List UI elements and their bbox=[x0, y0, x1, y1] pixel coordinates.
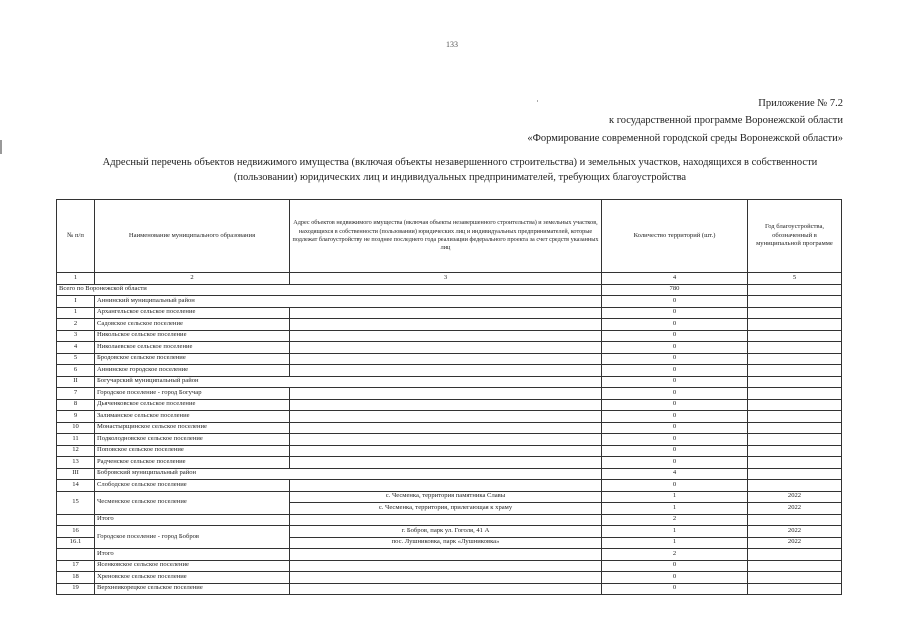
row-count: 0 bbox=[602, 560, 748, 572]
document-title bbox=[40, 155, 880, 185]
row-count: 0 bbox=[602, 365, 748, 377]
empty-cell bbox=[748, 422, 842, 434]
row-number: 8 bbox=[57, 399, 95, 411]
index-cell: 2 bbox=[95, 273, 290, 285]
row-count: 4 bbox=[602, 468, 748, 480]
row-count: 1 bbox=[602, 537, 748, 549]
empty-cell bbox=[748, 411, 842, 423]
empty-cell bbox=[748, 468, 842, 480]
settlement-name: Городское поселение - город Богучар bbox=[95, 388, 290, 400]
row-number: 4 bbox=[57, 342, 95, 354]
row-number: 6 bbox=[57, 365, 95, 377]
settlement-name: Бродовское сельское поселение bbox=[95, 353, 290, 365]
district-row bbox=[57, 376, 842, 388]
table-row bbox=[57, 457, 842, 469]
empty-cell bbox=[290, 353, 602, 365]
empty-cell bbox=[748, 330, 842, 342]
row-year: 2022 bbox=[748, 537, 842, 549]
subtotal-label: Итого bbox=[95, 549, 290, 561]
table-row bbox=[57, 434, 842, 446]
row-year: 2022 bbox=[748, 491, 842, 503]
empty-cell bbox=[748, 319, 842, 331]
empty-cell bbox=[290, 583, 602, 595]
empty-cell bbox=[290, 549, 602, 561]
header-year: Год благоустройства, обозначенный в муниципальной программе bbox=[748, 200, 842, 273]
settlement-name: Аннинское городское поселение bbox=[95, 365, 290, 377]
row-count: 2 bbox=[602, 549, 748, 561]
empty-cell bbox=[290, 319, 602, 331]
header-count: Количество территорий (шт.) bbox=[602, 200, 748, 273]
subtotal-label: Итого bbox=[95, 514, 290, 526]
settlement-name: Радченское сельское поселение bbox=[95, 457, 290, 469]
row-count: 0 bbox=[602, 457, 748, 469]
row-number: II bbox=[57, 376, 95, 388]
table-row bbox=[57, 491, 842, 503]
row-count: 0 bbox=[602, 376, 748, 388]
settlement-name: Монастырщинское сельское поселение bbox=[95, 422, 290, 434]
settlement-name: Верхнеикорецкое сельское поселение bbox=[95, 583, 290, 595]
district-row bbox=[57, 296, 842, 308]
subtotal-row bbox=[57, 549, 842, 561]
row-number: 12 bbox=[57, 445, 95, 457]
empty-cell bbox=[290, 330, 602, 342]
empty-cell bbox=[748, 307, 842, 319]
row-count: 0 bbox=[602, 411, 748, 423]
settlement-name: Никольское сельское поселение bbox=[95, 330, 290, 342]
row-number: 15 bbox=[57, 491, 95, 514]
empty-cell bbox=[748, 583, 842, 595]
object-address: пос. Лушниковка, парк «Лушниковка» bbox=[290, 537, 602, 549]
index-cell: 4 bbox=[602, 273, 748, 285]
empty-cell bbox=[748, 445, 842, 457]
table-row bbox=[57, 526, 842, 538]
row-count: 0 bbox=[602, 480, 748, 492]
settlement-name: Садовское сельское поселение bbox=[95, 319, 290, 331]
table-row bbox=[57, 411, 842, 423]
table-row bbox=[57, 330, 842, 342]
row-number: 10 bbox=[57, 422, 95, 434]
table-row bbox=[57, 388, 842, 400]
table-row bbox=[57, 572, 842, 584]
header-municipality: Наименование муниципального образования bbox=[95, 200, 290, 273]
row-number: III bbox=[57, 468, 95, 480]
title-line-2: (пользовании) юридических лиц и индивидуальных предпринимателей, требующих благоустройства bbox=[233, 172, 687, 183]
district-name: Бобровский муниципальный район bbox=[95, 468, 602, 480]
empty-cell bbox=[748, 399, 842, 411]
row-number: 14 bbox=[57, 480, 95, 492]
row-number: 19 bbox=[57, 583, 95, 595]
empty-cell bbox=[748, 434, 842, 446]
table-row bbox=[57, 307, 842, 319]
appendix-line-2: к государственной программе Воронежской области bbox=[608, 115, 843, 126]
empty-cell bbox=[748, 376, 842, 388]
header-address: Адрес объектов недвижимого имущества (включая объекты незавершенного строительства) и земельных участков, находящихся в собственности (пользовании) юридических лиц и индивидуальных предпринимателей, которые подлежат благоустройству не позднее последнего года реализации федерального проекта за счет средств указанных лиц bbox=[290, 200, 602, 273]
district-row bbox=[57, 468, 842, 480]
appendix-line-3: «Формирование современной городской среды Воронежской области» bbox=[527, 133, 843, 144]
scan-edge-mark bbox=[0, 140, 2, 154]
row-year: 2022 bbox=[748, 503, 842, 515]
empty-cell bbox=[57, 549, 95, 561]
empty-cell bbox=[748, 342, 842, 354]
table-row bbox=[57, 353, 842, 365]
table-row bbox=[57, 445, 842, 457]
empty-cell bbox=[290, 307, 602, 319]
table-row bbox=[57, 342, 842, 354]
row-count: 0 bbox=[602, 572, 748, 584]
settlement-name: Ясенковское сельское поселение bbox=[95, 560, 290, 572]
row-count: 0 bbox=[602, 434, 748, 446]
address-list-table bbox=[56, 199, 842, 595]
empty-cell bbox=[748, 365, 842, 377]
settlement-name: Городское поселение - город Бобров bbox=[95, 526, 290, 549]
empty-cell bbox=[748, 514, 842, 526]
row-number: 9 bbox=[57, 411, 95, 423]
empty-cell bbox=[290, 480, 602, 492]
settlement-name: Дьяченковское сельское поселение bbox=[95, 399, 290, 411]
page-number: 133 bbox=[446, 40, 458, 49]
row-year: 2022 bbox=[748, 526, 842, 538]
empty-cell bbox=[748, 480, 842, 492]
total-row bbox=[57, 284, 842, 296]
settlement-name: Архангельское сельское поселение bbox=[95, 307, 290, 319]
column-index-row bbox=[57, 273, 842, 285]
row-number: 16 bbox=[57, 526, 95, 538]
settlement-name: Чесменское сельское поселение bbox=[95, 491, 290, 514]
row-count: 1 bbox=[602, 526, 748, 538]
empty-cell bbox=[748, 353, 842, 365]
table-row bbox=[57, 560, 842, 572]
empty-cell bbox=[748, 572, 842, 584]
empty-cell bbox=[748, 388, 842, 400]
table-row bbox=[57, 319, 842, 331]
table-row bbox=[57, 399, 842, 411]
row-number: I bbox=[57, 296, 95, 308]
object-address: с. Чесменка, территория, прилегающая к храму bbox=[290, 503, 602, 515]
row-count: 0 bbox=[602, 445, 748, 457]
empty-cell bbox=[290, 399, 602, 411]
table-row bbox=[57, 365, 842, 377]
index-cell: 1 bbox=[57, 273, 95, 285]
row-number: 16.1 bbox=[57, 537, 95, 549]
header-number: № п/п bbox=[57, 200, 95, 273]
empty-cell bbox=[290, 411, 602, 423]
empty-cell bbox=[290, 434, 602, 446]
empty-cell bbox=[290, 572, 602, 584]
object-address: с. Чесменка, территория памятника Славы bbox=[290, 491, 602, 503]
appendix-line-1: Приложение № 7.2 bbox=[758, 98, 843, 109]
empty-cell bbox=[748, 296, 842, 308]
empty-cell bbox=[290, 457, 602, 469]
row-number: 7 bbox=[57, 388, 95, 400]
empty-cell bbox=[57, 514, 95, 526]
total-count: 780 bbox=[602, 284, 748, 296]
row-number: 2 bbox=[57, 319, 95, 331]
settlement-name: Николаевское сельское поселение bbox=[95, 342, 290, 354]
empty-cell bbox=[290, 445, 602, 457]
empty-cell bbox=[290, 422, 602, 434]
empty-cell bbox=[748, 560, 842, 572]
row-count: 0 bbox=[602, 583, 748, 595]
empty-cell bbox=[290, 388, 602, 400]
empty-cell bbox=[748, 284, 842, 296]
title-line-1: Адресный перечень объектов недвижимого имущества (включая объекты незавершенного строительства) и земельных участков, находящихся в собственности bbox=[102, 157, 818, 168]
empty-cell bbox=[290, 365, 602, 377]
row-count: 0 bbox=[602, 388, 748, 400]
row-number: 3 bbox=[57, 330, 95, 342]
row-count: 0 bbox=[602, 307, 748, 319]
settlement-name: Залиманское сельское поселение bbox=[95, 411, 290, 423]
table-row bbox=[57, 422, 842, 434]
row-count: 0 bbox=[602, 422, 748, 434]
index-cell: 3 bbox=[290, 273, 602, 285]
index-cell: 5 bbox=[748, 273, 842, 285]
empty-cell bbox=[748, 549, 842, 561]
empty-cell bbox=[290, 560, 602, 572]
table-row bbox=[57, 480, 842, 492]
row-count: 0 bbox=[602, 319, 748, 331]
row-count: 0 bbox=[602, 353, 748, 365]
row-number: 17 bbox=[57, 560, 95, 572]
settlement-name: Поповское сельское поселение bbox=[95, 445, 290, 457]
row-count: 0 bbox=[602, 342, 748, 354]
table-row bbox=[57, 583, 842, 595]
district-name: Аннинский муниципальный район bbox=[95, 296, 602, 308]
row-count: 1 bbox=[602, 503, 748, 515]
settlement-name: Подколодновское сельское поселение bbox=[95, 434, 290, 446]
total-label: Всего по Воронежской области bbox=[57, 284, 602, 296]
empty-cell bbox=[290, 514, 602, 526]
row-count: 0 bbox=[602, 296, 748, 308]
district-name: Богучарский муниципальный район bbox=[95, 376, 602, 388]
row-count: 0 bbox=[602, 330, 748, 342]
object-address: г. Бобров, парк ул. Гоголя, 41 А bbox=[290, 526, 602, 538]
subtotal-row bbox=[57, 514, 842, 526]
settlement-name: Слободское сельское поселение bbox=[95, 480, 290, 492]
row-number: 18 bbox=[57, 572, 95, 584]
empty-cell bbox=[290, 342, 602, 354]
row-number: 13 bbox=[57, 457, 95, 469]
scan-speck bbox=[537, 100, 538, 102]
table-header-row bbox=[57, 200, 842, 273]
row-count: 0 bbox=[602, 399, 748, 411]
row-count: 1 bbox=[602, 491, 748, 503]
row-count: 2 bbox=[602, 514, 748, 526]
row-number: 5 bbox=[57, 353, 95, 365]
row-number: 11 bbox=[57, 434, 95, 446]
settlement-name: Хреновское сельское поселение bbox=[95, 572, 290, 584]
row-number: 1 bbox=[57, 307, 95, 319]
empty-cell bbox=[748, 457, 842, 469]
